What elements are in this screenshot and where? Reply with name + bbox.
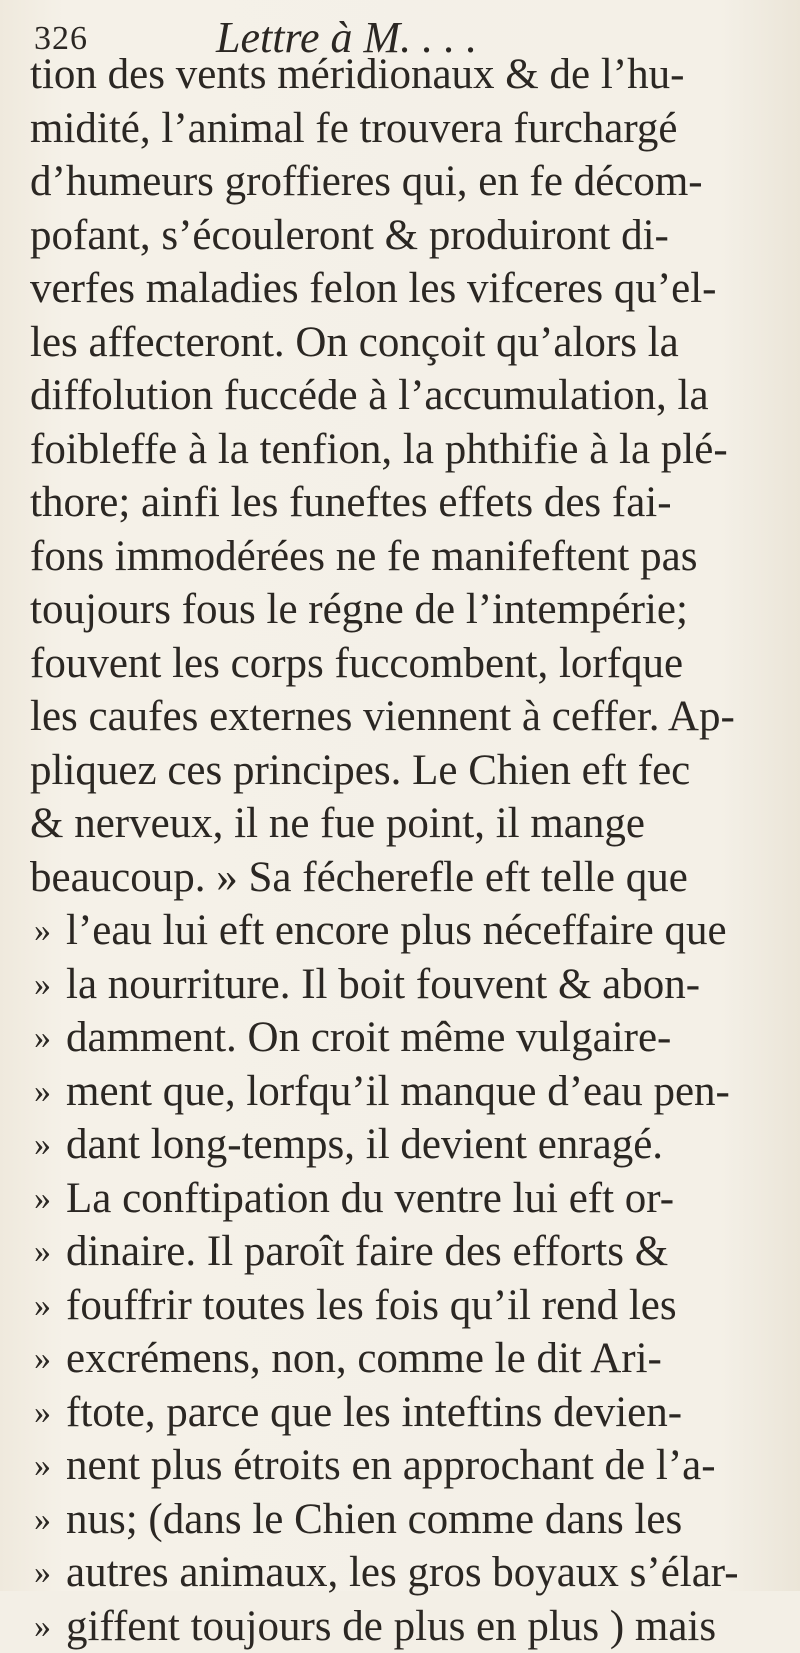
line-text: fons immodérées ne fe manifeftent pas [30, 530, 697, 584]
text-line [30, 851, 790, 905]
text-line [30, 102, 790, 156]
text-line [30, 262, 790, 316]
line-text: midité, l’animal fe trouvera furchargé [30, 102, 678, 156]
line-text: verfes maladies felon les vifceres qu’el- [30, 262, 717, 316]
line-text: les affecteront. On conçoit qu’alors la [30, 316, 679, 370]
text-line [30, 423, 790, 477]
line-text: La conftipation du ventre lui eft or- [66, 1172, 674, 1226]
text-line [30, 48, 790, 102]
text-line [30, 1332, 790, 1386]
line-text: fouvent les corps fuccombent, lorfque [30, 637, 683, 691]
line-text: foibleffe à la tenfion, la phthifie à la plé- [30, 423, 728, 477]
quotation-mark: » [34, 1011, 62, 1065]
quotation-mark: » [34, 1225, 62, 1279]
text-line [30, 1600, 790, 1653]
line-text: toujours fous le régne de l’intempérie; [30, 583, 688, 637]
text-line [30, 637, 790, 691]
text-line [30, 155, 790, 209]
text-line [30, 583, 790, 637]
line-text: & nerveux, il ne fue point, il mange [30, 797, 645, 851]
quotation-mark: » [34, 958, 62, 1012]
text-line [30, 744, 790, 798]
quotation-mark: » [34, 1172, 62, 1226]
quotation-mark: » [34, 1332, 62, 1386]
text-line [30, 1279, 790, 1333]
quotation-mark: » [34, 1546, 62, 1600]
line-text: d’humeurs groffieres qui, en fe décom- [30, 155, 703, 209]
quotation-mark: » [34, 1118, 62, 1172]
text-line [30, 1493, 790, 1547]
text-line [30, 316, 790, 370]
text-line [30, 1546, 790, 1600]
text-line [30, 209, 790, 263]
text-line [30, 369, 790, 423]
line-text: autres animaux, les gros boyaux s’élar- [66, 1546, 739, 1600]
text-line [30, 1225, 790, 1279]
text-line [30, 797, 790, 851]
line-text: nent plus étroits en approchant de l’a- [66, 1439, 716, 1493]
line-text: beaucoup. » Sa fécherefle eft telle que [30, 851, 688, 905]
text-line [30, 1439, 790, 1493]
text-line [30, 1011, 790, 1065]
line-text: tion des vents méridionaux & de l’hu- [30, 48, 684, 102]
line-text: diffolution fuccéde à l’accumulation, la [30, 369, 709, 423]
line-text: nus; (dans le Chien comme dans les [66, 1493, 682, 1547]
line-text: pliquez ces principes. Le Chien eft fec [30, 744, 690, 798]
line-text: l’eau lui eft encore plus néceffaire que [66, 904, 727, 958]
line-text: excrémens, non, comme le dit Ari- [66, 1332, 662, 1386]
quotation-mark: » [34, 1279, 62, 1333]
quotation-mark: » [34, 1386, 62, 1440]
line-text: fouffrir toutes les fois qu’il rend les [66, 1279, 677, 1333]
quotation-mark: » [34, 1493, 62, 1547]
line-text: les caufes externes viennent à ceffer. Ap- [30, 690, 735, 744]
quotation-mark: » [34, 1439, 62, 1493]
quotation-mark: » [34, 1600, 62, 1653]
text-line [30, 530, 790, 584]
text-line [30, 1386, 790, 1440]
text-line [30, 1172, 790, 1226]
running-head: Lettre à M. . . . [216, 12, 477, 63]
text-line [30, 958, 790, 1012]
text-line [30, 476, 790, 530]
text-line [30, 1065, 790, 1119]
line-text: ftote, parce que les inteftins devien- [66, 1386, 682, 1440]
line-text: damment. On croit même vulgaire- [66, 1011, 671, 1065]
quotation-mark: » [34, 904, 62, 958]
line-text: dinaire. Il paroît faire des efforts & [66, 1225, 668, 1279]
text-line [30, 690, 790, 744]
quotation-mark: » [34, 1065, 62, 1119]
line-text: ment que, lorfqu’il manque d’eau pen- [66, 1065, 730, 1119]
line-text: dant long-temps, il devient enragé. [66, 1118, 663, 1172]
text-line [30, 1118, 790, 1172]
line-text: thore; ainfi les funeftes effets des fai- [30, 476, 672, 530]
line-text: la nourriture. Il boit fouvent & abon- [66, 958, 700, 1012]
line-text: pofant, s’écouleront & produiront di- [30, 209, 669, 263]
body-text [30, 48, 790, 1653]
line-text: giffent toujours de plus en plus ) mais [66, 1600, 716, 1653]
page-number: 326 [34, 20, 88, 58]
text-line [30, 904, 790, 958]
